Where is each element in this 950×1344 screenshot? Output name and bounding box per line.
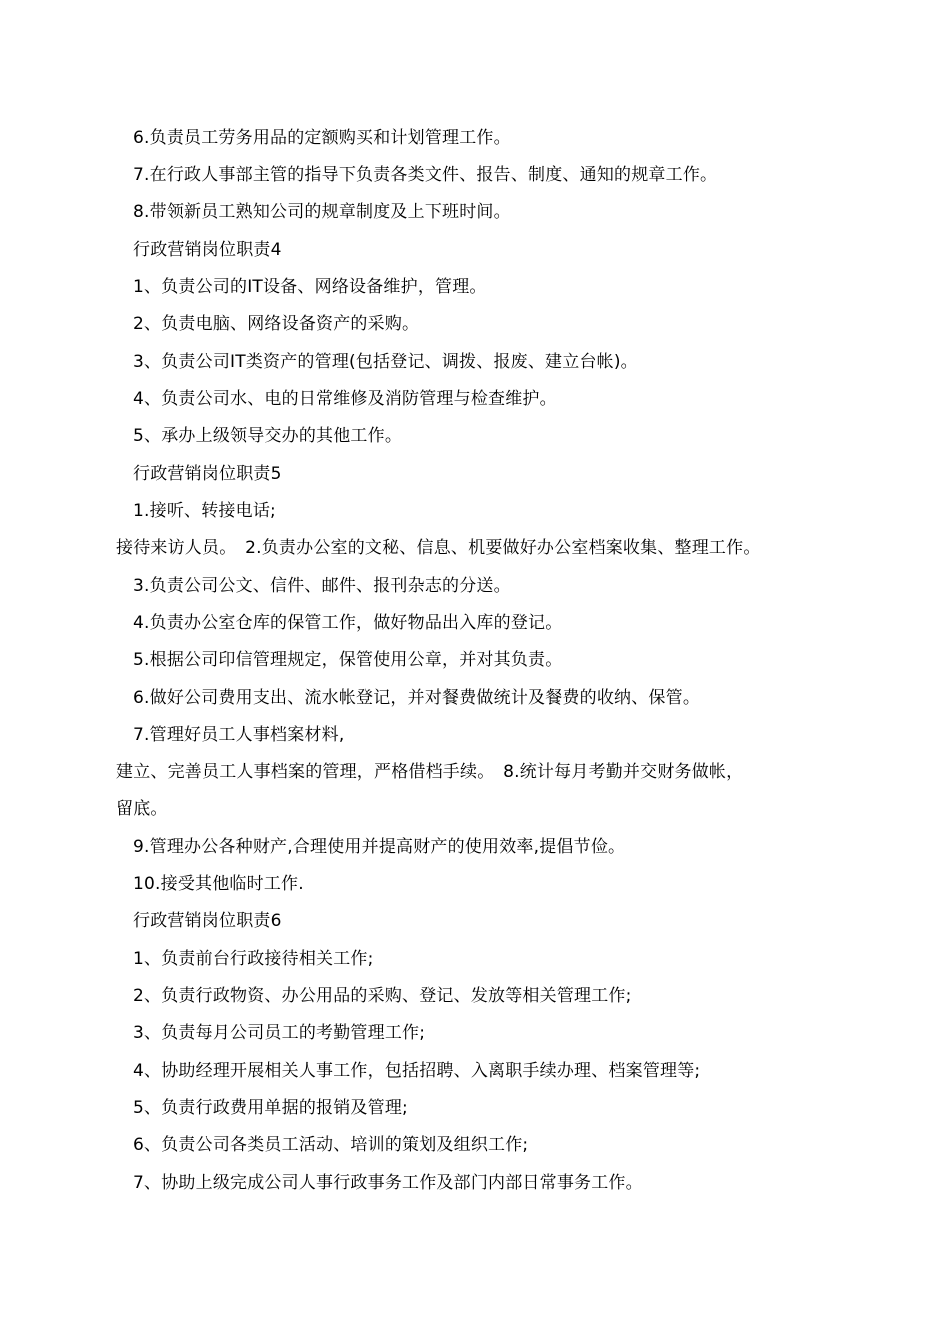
section-heading: 行政营销岗位职责6 (133, 911, 282, 931)
paragraph-line: 6.负责员工劳务用品的定额购买和计划管理工作。 (133, 128, 511, 148)
paragraph-line: 留底。 (116, 799, 168, 819)
paragraph-line: 7.管理好员工人事档案材料, (133, 725, 345, 745)
paragraph-line: 5.根据公司印信管理规定，保管使用公章，并对其负责。 (133, 650, 563, 670)
paragraph-line: 1.接听、转接电话; (133, 501, 276, 521)
paragraph-line: 4、协助经理开展相关人事工作，包括招聘、入离职手续办理、档案管理等; (133, 1061, 701, 1081)
paragraph-line: 5、负责行政费用单据的报销及管理; (133, 1098, 408, 1118)
paragraph-line: 1、负责前台行政接待相关工作; (133, 949, 374, 969)
paragraph-line: 6.做好公司费用支出、流水帐登记，并对餐费做统计及餐费的收纳、保管。 (133, 688, 701, 708)
paragraph-line: 3.负责公司公文、信件、邮件、报刊杂志的分送。 (133, 576, 511, 596)
paragraph-line: 8.带领新员工熟知公司的规章制度及上下班时间。 (133, 202, 511, 222)
paragraph-line: 5、承办上级领导交办的其他工作。 (133, 426, 403, 446)
paragraph-line: 9.管理办公各种财产,合理使用并提高财产的使用效率,提倡节俭。 (133, 837, 626, 857)
paragraph-line: 接待来访人员。 2.负责办公室的文秘、信息、机要做好办公室档案收集、整理工作。 (116, 538, 761, 558)
section-heading: 行政营销岗位职责5 (133, 464, 282, 484)
paragraph-line: 3、负责公司IT类资产的管理(包括登记、调拨、报废、建立台帐)。 (133, 352, 638, 372)
paragraph-line: 3、负责每月公司员工的考勤管理工作; (133, 1023, 426, 1043)
section-heading: 行政营销岗位职责4 (133, 240, 282, 260)
paragraph-line: 6、负责公司各类员工活动、培训的策划及组织工作; (133, 1135, 529, 1155)
paragraph-line: 2、负责电脑、网络设备资产的采购。 (133, 314, 420, 334)
paragraph-line: 1、负责公司的IT设备、网络设备维护，管理。 (133, 277, 487, 297)
paragraph-line: 建立、完善员工人事档案的管理，严格借档手续。 8.统计每月考勤并交财务做帐， (116, 762, 744, 782)
paragraph-line: 4.负责办公室仓库的保管工作，做好物品出入库的登记。 (133, 613, 563, 633)
paragraph-line: 2、负责行政物资、办公用品的采购、登记、发放等相关管理工作; (133, 986, 632, 1006)
paragraph-line: 7、协助上级完成公司人事行政事务工作及部门内部日常事务工作。 (133, 1173, 643, 1193)
paragraph-line: 4、负责公司水、电的日常维修及消防管理与检查维护。 (133, 389, 557, 409)
paragraph-line: 7.在行政人事部主管的指导下负责各类文件、报告、制度、通知的规章工作。 (133, 165, 718, 185)
paragraph-line: 10.接受其他临时工作. (133, 874, 304, 894)
